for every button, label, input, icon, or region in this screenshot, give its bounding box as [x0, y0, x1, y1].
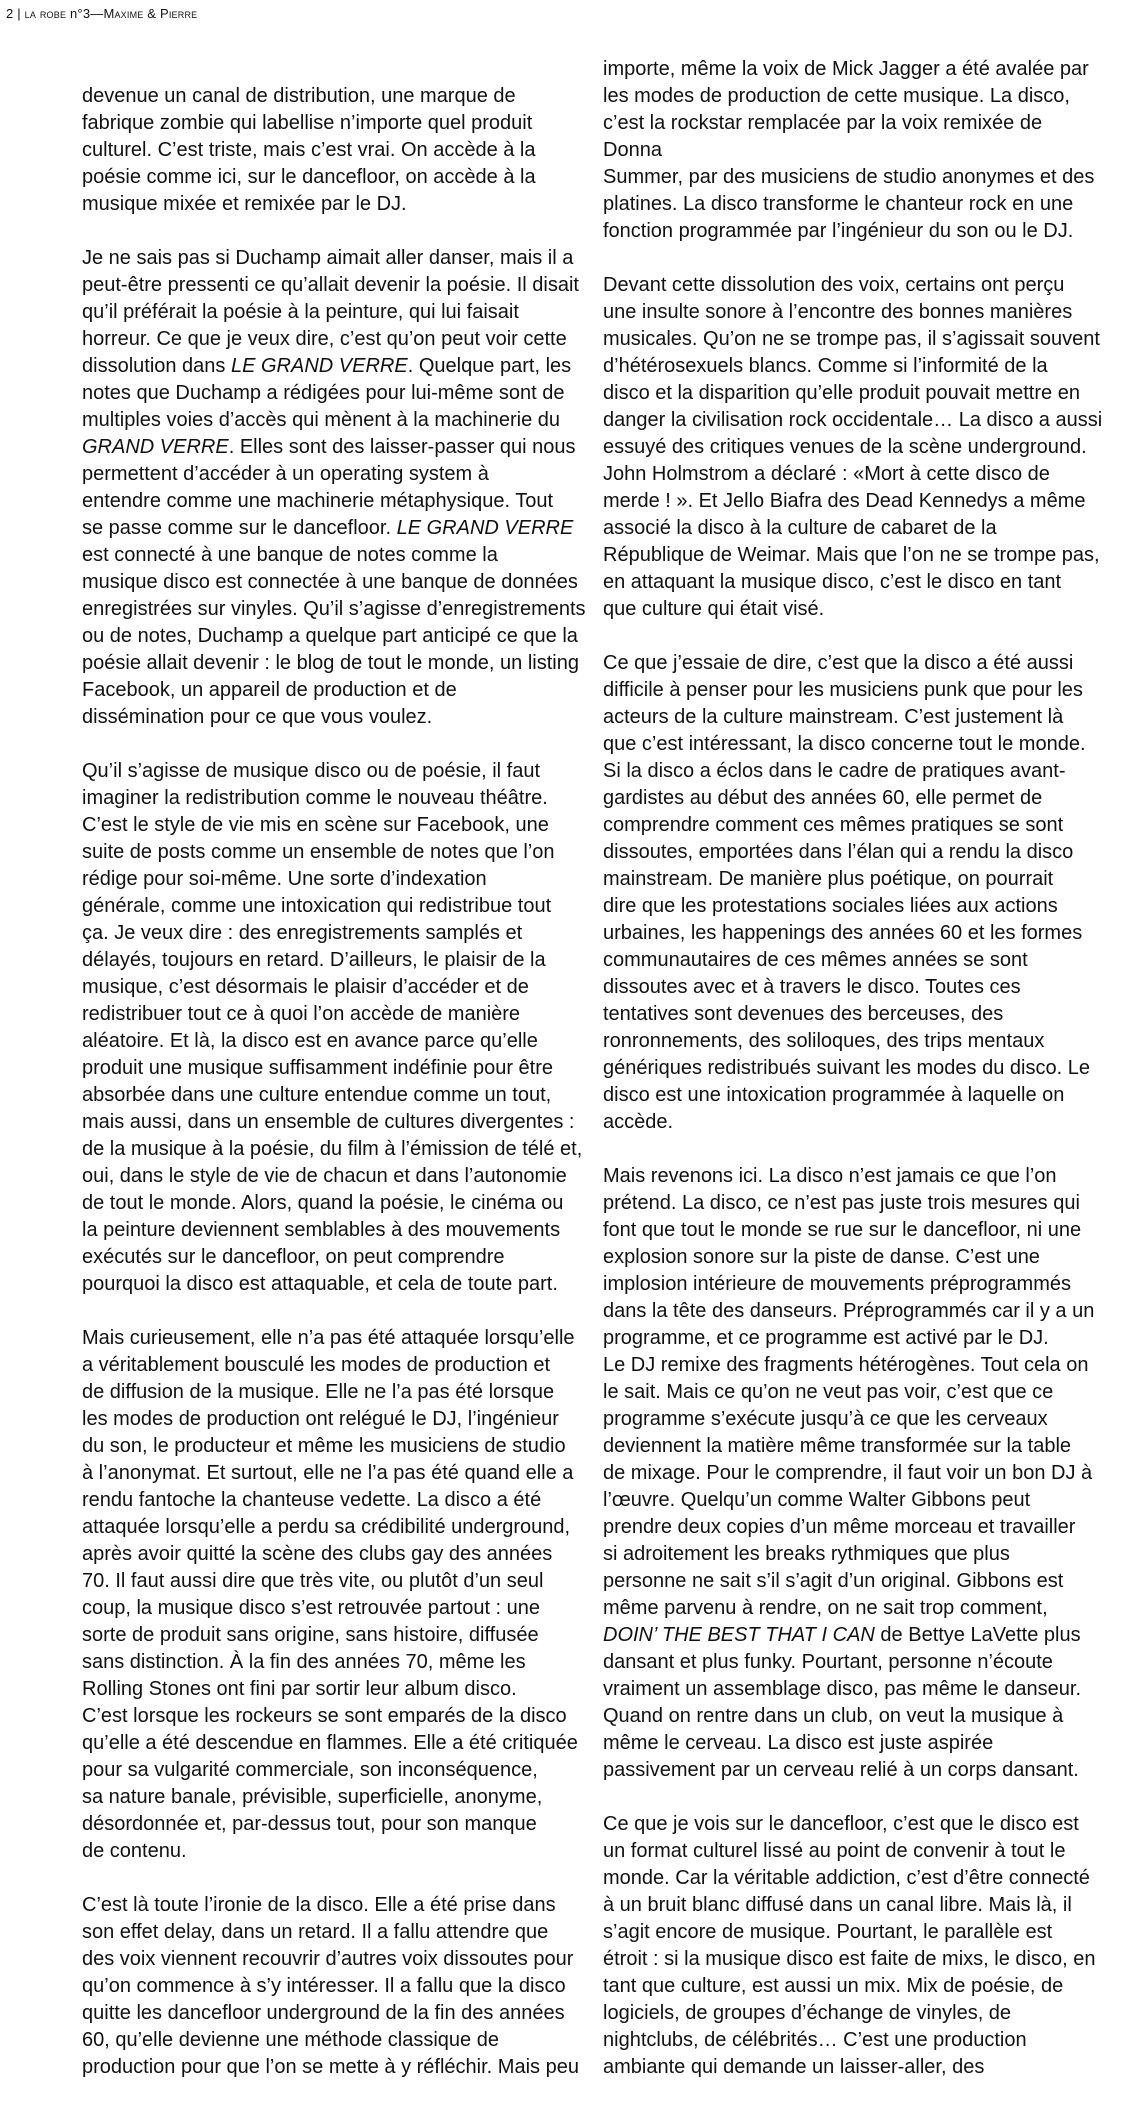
running-header: [6, 6, 197, 22]
artwork-title: LE GRAND VERRE: [230, 355, 408, 377]
left-column: [82, 56, 592, 2081]
paragraph: [82, 245, 592, 731]
artwork-title: LE GRAND VERRE: [396, 517, 574, 539]
text-run: Ce que j’essaie de dire, c’est que la disco a été aussi difficile à penser pour les musiciens punk que pour les acteurs de la culture mainstream. C’est justement là que c’est intéressant, la disco concerne tout le monde. Si la disco a éclos dans le cadre de pratiques avant- gardistes au début des années 60, elle permet de comprendre comment ces mêmes pratiques se sont dissoutes, emportées dans l’élan qui a rendu la disco mainstream. De manière plus poétique, on pourrait dire que les protestations sociales liées aux actions urbaines, les happenings des années 60 et les formes communautaires de ces mêmes années se sont dissoutes avec et à travers le disco. Toutes ces tentatives sont devenues des berceuses, des ronronnements, des soliloques, des trips mentaux génériques redistribués suivant les modes du disco. Le disco est une intoxication programmée à laquelle on accède.: [603, 652, 1090, 1133]
text-run: importe, même la voix de Mick Jagger a été avalée par les modes de production de cette musique. La disco, c’est la rockstar remplacée par la voix remixée de Donna Summer, par des musiciens de studio anonymes et des platines. La disco transforme le chanteur rock en une fonction programmée par l’ingénieur du son ou le DJ.: [603, 58, 1095, 242]
paragraph: [603, 272, 1103, 623]
text-run: Qu’il s’agisse de musique disco ou de poésie, il faut imaginer la redistribution comme le nouveau théâtre. C’est le style de vie mis en scène sur Facebook, une suite de posts comme un ensemble de notes que l’on rédige pour soi-même. Une sorte d’indexation générale, comme une intoxication qui redistribue tout ça. Je veux dire : des enregistrements samplés et délayés, toujours en retard. D’ailleurs, le plaisir de la musique, c’est désormais le plaisir d’accéder et de redistribuer tout ce à quoi l’on accède de manière aléatoire. Et là, la disco est en avance parce qu’elle produit une musique suffisamment indéfinie pour être absorbée dans une culture entendue comme un tout, mais aussi, dans un ensemble de cultures divergentes : de la musique à la poésie, du film à l’émission de télé et, oui, dans le style de vie de chacun et dans l’autonomie de tout le monde. Alors, quand la poésie, le cinéma ou la peinture deviennent semblables à des mouvements exécutés sur le dancefloor, on peut comprendre pourquoi la disco est attaquable, et cela de toute part.: [82, 760, 583, 1295]
text-run: C’est là toute l’ironie de la disco. Elle a été prise dans son effet delay, dans un retard. Il a fallu attendre que des voix viennent recouvrir d’autres voix dissoutes pour qu’on commence à s’y intéresser. Il a fallu que la disco quitte les dancefloor underground de la fin des années 60, qu’elle devienne une méthode classique de production pour que l’on se mette à y réfléchir. Mais peu: [82, 1894, 579, 2078]
text-run: de Bettye LaVette plus dansant et plus funky. Pourtant, personne n’écoute vraiment un assemblage disco, pas même le danseur. Quand on rentre dans un club, on veut la musique à même le cerveau. La disco est juste aspirée passivement par un cerveau relié à un corps dansant.: [603, 1624, 1082, 1781]
header-separator: |: [17, 6, 21, 21]
paragraph: [82, 758, 592, 1298]
paragraph: [603, 1811, 1103, 2081]
text-run: devenue un canal de distribution, une marque de fabrique zombie qui labellise n’importe quel produit culturel. C’est triste, mais c’est vrai. On accède à la poésie comme ici, sur le dancefloor, on accède à la musique mixée et remixée par le DJ.: [82, 85, 536, 215]
text-run: Devant cette dissolution des voix, certains ont perçu une insulte sonore à l’encontre des bonnes manières musicales. Qu’on ne se trompe pas, il s’agissait souvent d’hétérosexuels blancs. Comme si l’informité de la disco et la disparition qu’elle produit pouvait mettre en danger la civilisation rock occidentale… La disco a aussi essuyé des critiques venues de la scène underground. John Holmstrom a déclaré : «Mort à cette disco de merde ! ». Et Jello Biafra des Dead Kennedys a même associé la disco à la culture de cabaret de la République de Weimar. Mais que l’on ne se trompe pas, en attaquant la musique disco, c’est le disco en tant que culture qui était visé.: [603, 274, 1103, 620]
paragraph: [82, 1892, 592, 2081]
issue-number: n°3: [69, 6, 91, 21]
page-number: 2: [6, 6, 14, 21]
right-column: [603, 56, 1103, 2081]
text-run: Je ne sais pas si Duchamp aimait aller danser, mais il a peut-être pressenti ce qu’allait devenir la poésie. Il disait qu’il préférait la poésie à la peinture, qui lui faisait horreur. Ce que je veux dire, c’est qu’on peut voir cette dissolution dans: [82, 247, 579, 377]
paragraph: [603, 1163, 1103, 1784]
song-title: DOIN’ THE BEST THAT I CAN: [603, 1624, 875, 1646]
text-run: Mais curieusement, elle n’a pas été attaquée lorsqu’elle a véritablement bousculé les modes de production et de diffusion de la musique. Elle ne l’a pas été lorsque les modes de production ont relégué le DJ, l’ingénieur du son, le producteur et même les musiciens de studio à l’anonymat. Et surtout, elle ne l’a pas été quand elle a rendu fantoche la chanteuse vedette. La disco a été attaquée lorsqu’elle a perdu sa crédibilité underground, après avoir quitté la scène des clubs gay des années 70. Il faut aussi dire que très vite, ou plutôt d’un seul coup, la musique disco s’est retrouvée partout : une sorte de produit sans origine, sans histoire, diffusée sans distinction. À la fin des années 70, même les Rolling Stones ont fini par sortir leur album disco. C’est lorsque les rockeurs se sont emparés de la disco qu’elle a été descendue en flammes. Elle a été critiquée pour sa vulgarité commerciale, son inconséquence, sa nature banale, prévisible, superficielle, anonyme, désordonnée et, par-dessus tout, pour son manque de contenu.: [82, 1327, 578, 1862]
text-run: Ce que je vois sur le dancefloor, c’est que le disco est un format culturel lissé au point de convenir à tout le monde. Car la véritable addiction, c’est d’être connecté à un bruit blanc diffusé dans un canal libre. Mais là, il s’agit encore de musique. Pourtant, le parallèle est étroit : si la musique disco est faite de mixs, le disco, en tant que culture, est aussi un mix. Mix de poésie, de logiciels, de groupes d’échange de vinyles, de nightclubs, de célébrités… C’est une production ambiante qui demande un laisser-aller, des: [603, 1813, 1096, 2078]
text-run: Mais revenons ici. La disco n’est jamais ce que l’on prétend. La disco, ce n’est pas juste trois mesures qui font que tout le monde se rue sur le dancefloor, ni une explosion sonore sur la piste de danse. C’est une implosion intérieure de mouvements préprogrammés dans la tête des danseurs. Préprogrammés car il y a un programme, et ce programme est activé par le DJ. Le DJ remixe des fragments hétérogènes. Tout cela on le sait. Mais ce qu’on ne veut pas voir, c’est que ce programme s’exécute jusqu’à ce que les cerveaux deviennent la matière même transformée sur la table de mixage. Pour le comprendre, il faut voir un bon DJ à l’œuvre. Quelqu’un comme Walter Gibbons peut prendre deux copies d’un même morceau et travailler si adroitement les breaks rythmiques que plus personne ne sait s’il s’agit d’un original. Gibbons est même parvenu à rendre, on ne sait trop comment,: [603, 1165, 1095, 1619]
paragraph: [82, 56, 592, 218]
header-authors: Maxime & Pierre: [103, 6, 198, 21]
text-run: . Elles sont des laisser-passer qui nous permettent d’accéder à un operating system à entendre comme une machinerie métaphysique. Tout se passe comme sur le dancefloor.: [82, 436, 576, 539]
publication-name: la robe: [24, 6, 67, 21]
paragraph: [603, 56, 1103, 245]
header-dash: —: [90, 6, 104, 21]
text-run: est connecté à une banque de notes comme la musique disco est connectée à une banque de données enregistrées sur vinyles. Qu’il s’agisse d’enregistrements ou de notes, Duchamp a quelque part anticipé ce que la poésie allait devenir : le blog de tout le monde, un listing Facebook, un appareil de production et de dissémination pour ce que vous voulez.: [82, 544, 586, 728]
text-run: . Quelque part, les notes que Duchamp a rédigées pour lui-même sont de multiples voies d’accès qui mènent à la machinerie du: [82, 355, 572, 431]
artwork-title: GRAND VERRE: [82, 436, 229, 458]
paragraph: [603, 650, 1103, 1136]
paragraph: [82, 1325, 592, 1865]
